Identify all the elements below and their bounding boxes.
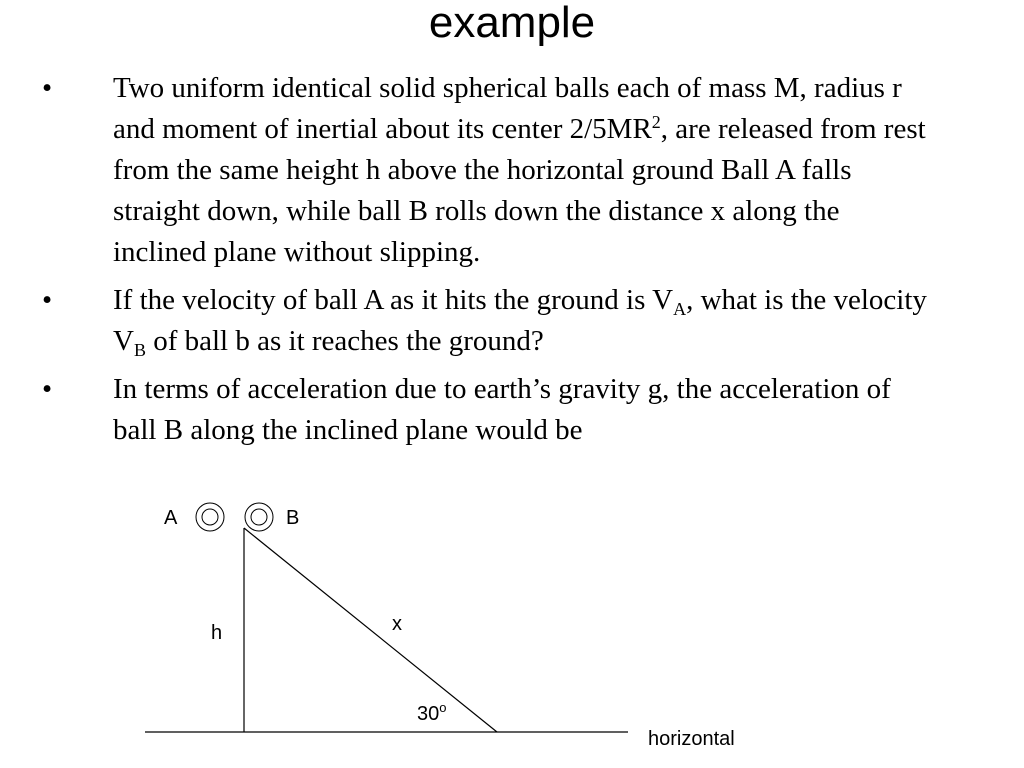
angle-degree-mark: o: [439, 700, 447, 715]
bullet-text: , what is the velocity V: [113, 284, 927, 357]
bullet-text: If the velocity of ball A as it hits the ground is V: [113, 284, 674, 316]
ball-b-icon: [245, 503, 273, 531]
label-ball-a: A: [164, 507, 178, 529]
inclined-plane-line: [244, 528, 497, 732]
bullet-icon: •: [42, 284, 53, 316]
bullet-icon: •: [42, 373, 53, 405]
label-ball-b: B: [286, 507, 300, 529]
angle-value: 30: [417, 703, 440, 725]
label-distance: x: [392, 613, 402, 635]
slide-title: example: [428, 0, 596, 47]
label-angle: [417, 700, 446, 725]
bullet-text: In terms of acceleration due to earth’s gravity g, the acceleration of ball B along the inclined plane would be: [113, 373, 891, 446]
bullet-text: , are released from rest from the same height h above the horizontal ground Ball A falls straight down, while ball B rolls down the distance x along the inclined plane without slipping.: [113, 113, 926, 268]
subscript: A: [673, 299, 687, 319]
subscript: B: [133, 340, 146, 360]
bullet-text: Two uniform identical solid spherical balls each of mass M, radius r and moment of inertial about its center 2/5MR: [113, 72, 902, 145]
bullet-icon: •: [42, 72, 53, 104]
label-height: h: [211, 622, 223, 644]
ball-a-icon: [196, 503, 224, 531]
bullet-text: of ball b as it reaches the ground?: [145, 325, 544, 357]
superscript: 2: [651, 112, 661, 132]
label-horizontal: horizontal: [648, 728, 735, 750]
